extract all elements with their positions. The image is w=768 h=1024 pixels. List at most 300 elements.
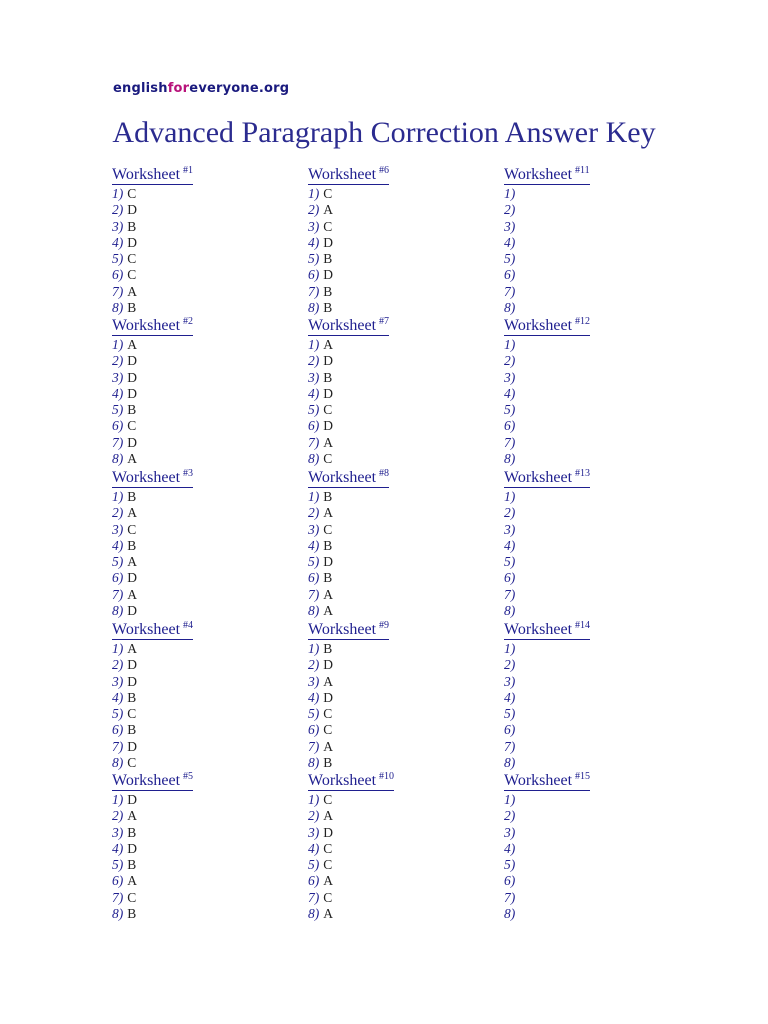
- worksheet-number: #8: [379, 468, 390, 479]
- answer-list: [112, 792, 282, 922]
- question-number: 6): [112, 418, 124, 434]
- worksheet-label: Worksheet: [504, 621, 573, 638]
- question-number: 5): [112, 857, 124, 873]
- question-number: 3): [308, 521, 320, 537]
- question-number: 2): [504, 657, 516, 673]
- answer-letter: A: [127, 808, 137, 824]
- question-number: 7): [112, 889, 124, 905]
- answer-row: [504, 370, 674, 386]
- worksheet-label: Worksheet: [308, 469, 377, 486]
- worksheet-block: [308, 772, 478, 922]
- answer-letter: D: [127, 369, 137, 385]
- question-number: 4): [112, 689, 124, 705]
- answer-letter: B: [323, 369, 333, 385]
- answer-letter: A: [127, 873, 137, 889]
- answer-row: [308, 857, 478, 873]
- worksheet-label: Worksheet: [112, 621, 181, 638]
- answer-row: [112, 603, 282, 619]
- answer-letter: B: [127, 906, 137, 922]
- worksheet-heading: [504, 166, 590, 185]
- answer-row: [112, 370, 282, 386]
- worksheet-block: [308, 621, 478, 771]
- answer-row: [112, 386, 282, 402]
- answer-row: [308, 219, 478, 235]
- question-number: 3): [308, 218, 320, 234]
- answer-row: [112, 587, 282, 603]
- answer-row: [112, 722, 282, 738]
- answer-row: [504, 755, 674, 771]
- answer-letter: D: [323, 657, 333, 673]
- answer-letter: B: [323, 489, 333, 504]
- answer-row: [112, 353, 282, 369]
- question-number: 1): [308, 489, 320, 504]
- worksheet-block: [308, 469, 478, 619]
- answer-list: [504, 489, 674, 619]
- answer-row: [112, 808, 282, 824]
- answer-row: [308, 841, 478, 857]
- answer-row: [504, 251, 674, 267]
- answer-row: [308, 674, 478, 690]
- answer-row: [308, 235, 478, 251]
- question-number: 2): [308, 657, 320, 673]
- worksheet-block: [504, 317, 674, 467]
- answer-row: [504, 587, 674, 603]
- answer-row: [112, 706, 282, 722]
- question-number: 1): [308, 792, 320, 807]
- answer-row: [112, 402, 282, 418]
- answer-letter: B: [323, 570, 333, 586]
- worksheet-label: Worksheet: [308, 621, 377, 638]
- question-number: 2): [112, 808, 124, 824]
- question-number: 5): [504, 402, 516, 418]
- question-number: 1): [308, 337, 320, 352]
- question-number: 2): [308, 202, 320, 218]
- worksheet-label: Worksheet: [112, 469, 181, 486]
- answer-row: [308, 739, 478, 755]
- answer-letter: A: [127, 337, 137, 352]
- worksheet-number: #10: [379, 771, 395, 782]
- answer-row: [308, 873, 478, 889]
- worksheet-number: #12: [575, 316, 591, 327]
- answer-letter: C: [127, 755, 137, 771]
- answer-row: [308, 267, 478, 283]
- worksheet-label: Worksheet: [504, 166, 573, 183]
- answer-row: [112, 489, 282, 505]
- question-number: 5): [504, 857, 516, 873]
- question-number: 2): [504, 202, 516, 218]
- question-number: 8): [504, 906, 516, 922]
- answer-letter: A: [323, 603, 333, 619]
- question-number: 5): [112, 251, 124, 267]
- question-number: 7): [308, 434, 320, 450]
- answer-row: [308, 402, 478, 418]
- question-number: 4): [504, 689, 516, 705]
- answer-row: [112, 267, 282, 283]
- answer-row: [504, 808, 674, 824]
- answer-row: [504, 641, 674, 657]
- question-number: 7): [504, 889, 516, 905]
- answer-letter: A: [127, 641, 137, 656]
- answer-letter: A: [127, 283, 137, 299]
- question-number: 6): [504, 267, 516, 283]
- answer-letter: B: [127, 218, 137, 234]
- answer-letter: D: [127, 234, 137, 250]
- answer-letter: A: [323, 505, 333, 521]
- question-number: 6): [308, 267, 320, 283]
- site-logo-part-everyone: everyone.org: [189, 81, 290, 96]
- answer-letter: D: [323, 824, 333, 840]
- question-number: 1): [504, 186, 516, 201]
- answer-letter: D: [323, 353, 333, 369]
- answer-list: [112, 489, 282, 619]
- question-number: 7): [308, 889, 320, 905]
- question-number: 8): [308, 906, 320, 922]
- answer-row: [504, 722, 674, 738]
- answer-row: [308, 755, 478, 771]
- answer-row: [504, 857, 674, 873]
- worksheet-block: [504, 772, 674, 922]
- answer-letter: A: [127, 586, 137, 602]
- question-number: 8): [308, 603, 320, 619]
- answer-row: [112, 337, 282, 353]
- answer-row: [112, 755, 282, 771]
- answer-letter: C: [323, 186, 333, 201]
- answer-letter: C: [127, 889, 137, 905]
- answer-letter: B: [127, 857, 137, 873]
- question-number: 3): [112, 521, 124, 537]
- question-number: 7): [112, 586, 124, 602]
- answer-letter: B: [127, 489, 137, 504]
- answer-row: [504, 219, 674, 235]
- answer-letter: C: [127, 418, 137, 434]
- answer-row: [308, 251, 478, 267]
- question-number: 8): [504, 300, 516, 316]
- answer-row: [308, 706, 478, 722]
- answer-row: [308, 451, 478, 467]
- question-number: 1): [112, 792, 124, 807]
- answer-row: [308, 792, 478, 808]
- question-number: 4): [112, 234, 124, 250]
- answer-row: [112, 251, 282, 267]
- worksheet-block: [112, 166, 282, 316]
- question-number: 6): [112, 570, 124, 586]
- question-number: 8): [112, 603, 124, 619]
- answer-row: [504, 186, 674, 202]
- page-title: Advanced Paragraph Correction Answer Key: [112, 116, 656, 149]
- answer-row: [504, 235, 674, 251]
- question-number: 3): [504, 824, 516, 840]
- answer-row: [112, 522, 282, 538]
- question-number: 7): [308, 738, 320, 754]
- worksheet-label: Worksheet: [504, 469, 573, 486]
- site-logo-part-english: english: [113, 81, 168, 96]
- worksheet-block: [112, 772, 282, 922]
- answer-row: [112, 570, 282, 586]
- question-number: 4): [308, 385, 320, 401]
- answer-letter: A: [323, 808, 333, 824]
- question-number: 8): [112, 906, 124, 922]
- answer-list: [308, 641, 478, 771]
- answer-letter: D: [127, 840, 137, 856]
- answer-letter: C: [323, 889, 333, 905]
- answer-row: [308, 825, 478, 841]
- answer-row: [308, 337, 478, 353]
- question-number: 3): [112, 824, 124, 840]
- question-number: 5): [308, 857, 320, 873]
- worksheet-heading: [112, 469, 193, 488]
- worksheet-number: #1: [183, 165, 194, 176]
- question-number: 4): [308, 840, 320, 856]
- answer-letter: A: [323, 586, 333, 602]
- worksheet-heading: [504, 772, 590, 791]
- answer-row: [504, 674, 674, 690]
- answer-row: [112, 657, 282, 673]
- question-number: 1): [308, 641, 320, 656]
- worksheet-number: #14: [575, 620, 591, 631]
- worksheet-number: #6: [379, 165, 390, 176]
- answer-row: [504, 451, 674, 467]
- answer-letter: D: [127, 202, 137, 218]
- question-number: 2): [504, 353, 516, 369]
- answer-letter: B: [323, 300, 333, 316]
- answer-row: [112, 435, 282, 451]
- worksheet-heading: [308, 317, 389, 336]
- answer-row: [308, 505, 478, 521]
- answer-letter: B: [127, 537, 137, 553]
- answer-letter: D: [323, 418, 333, 434]
- answer-row: [504, 657, 674, 673]
- question-number: 4): [112, 840, 124, 856]
- worksheet-number: #9: [379, 620, 390, 631]
- answer-letter: A: [323, 738, 333, 754]
- answer-row: [112, 857, 282, 873]
- question-number: 3): [112, 369, 124, 385]
- question-number: 8): [504, 755, 516, 771]
- answer-row: [504, 841, 674, 857]
- worksheet-heading: [112, 317, 193, 336]
- question-number: 1): [504, 641, 516, 656]
- question-number: 7): [112, 283, 124, 299]
- answer-row: [504, 267, 674, 283]
- question-number: 3): [308, 824, 320, 840]
- question-number: 3): [112, 218, 124, 234]
- answer-letter: C: [127, 186, 137, 201]
- worksheet-label: Worksheet: [504, 317, 573, 334]
- answer-letter: D: [127, 353, 137, 369]
- question-number: 7): [504, 434, 516, 450]
- answer-list: [504, 186, 674, 316]
- question-number: 7): [308, 283, 320, 299]
- answer-row: [112, 451, 282, 467]
- question-number: 6): [308, 570, 320, 586]
- worksheet-label: Worksheet: [308, 166, 377, 183]
- worksheet-number: #7: [379, 316, 390, 327]
- question-number: 4): [308, 689, 320, 705]
- answer-letter: C: [127, 521, 137, 537]
- question-number: 6): [112, 722, 124, 738]
- answer-list: [504, 792, 674, 922]
- question-number: 7): [504, 283, 516, 299]
- answer-letter: C: [127, 251, 137, 267]
- worksheet-heading: [112, 772, 193, 791]
- question-number: 6): [112, 267, 124, 283]
- answer-letter: B: [127, 722, 137, 738]
- answer-row: [308, 489, 478, 505]
- worksheet-block: [504, 166, 674, 316]
- question-number: 3): [504, 521, 516, 537]
- answer-letter: A: [127, 451, 137, 467]
- question-number: 7): [504, 738, 516, 754]
- answer-letter: B: [323, 283, 333, 299]
- question-number: 5): [308, 554, 320, 570]
- answer-letter: A: [323, 202, 333, 218]
- question-number: 4): [112, 385, 124, 401]
- answer-row: [308, 690, 478, 706]
- answer-letter: A: [323, 673, 333, 689]
- answer-row: [504, 435, 674, 451]
- answer-letter: A: [323, 337, 333, 352]
- answer-letter: B: [323, 755, 333, 771]
- worksheet-number: #3: [183, 468, 194, 479]
- answer-row: [504, 570, 674, 586]
- question-number: 3): [308, 369, 320, 385]
- worksheet-label: Worksheet: [504, 772, 573, 789]
- question-number: 2): [112, 353, 124, 369]
- worksheet-heading: [504, 469, 590, 488]
- question-number: 3): [504, 218, 516, 234]
- answer-row: [504, 202, 674, 218]
- worksheet-block: [308, 166, 478, 316]
- answer-row: [504, 402, 674, 418]
- worksheet-block: [112, 621, 282, 771]
- answer-row: [504, 739, 674, 755]
- answer-letter: C: [323, 722, 333, 738]
- answer-row: [504, 825, 674, 841]
- answer-row: [112, 739, 282, 755]
- answer-row: [112, 505, 282, 521]
- answer-row: [504, 353, 674, 369]
- question-number: 5): [112, 554, 124, 570]
- answer-letter: D: [127, 673, 137, 689]
- answer-letter: C: [323, 706, 333, 722]
- worksheet-heading: [112, 166, 193, 185]
- answer-letter: A: [127, 554, 137, 570]
- answer-row: [308, 570, 478, 586]
- question-number: 5): [308, 251, 320, 267]
- answer-letter: C: [323, 402, 333, 418]
- answer-row: [112, 186, 282, 202]
- answer-row: [504, 386, 674, 402]
- worksheet-heading: [308, 772, 394, 791]
- answer-row: [112, 202, 282, 218]
- answer-row: [112, 300, 282, 316]
- question-number: 4): [112, 537, 124, 553]
- site-logo-part-for: for: [167, 81, 190, 96]
- answer-row: [504, 603, 674, 619]
- question-number: 8): [504, 603, 516, 619]
- worksheet-block: [504, 621, 674, 771]
- answer-row: [504, 873, 674, 889]
- worksheet-number: #5: [183, 771, 194, 782]
- answer-row: [112, 538, 282, 554]
- worksheet-label: Worksheet: [112, 166, 181, 183]
- question-number: 1): [112, 337, 124, 352]
- worksheet-heading: [308, 469, 389, 488]
- question-number: 7): [504, 586, 516, 602]
- worksheet-number: #15: [575, 771, 591, 782]
- answer-list: [308, 337, 478, 467]
- answer-letter: D: [323, 267, 333, 283]
- answer-letter: B: [323, 537, 333, 553]
- answer-row: [112, 690, 282, 706]
- answer-row: [504, 337, 674, 353]
- answer-row: [112, 906, 282, 922]
- answer-list: [308, 489, 478, 619]
- question-number: 8): [308, 755, 320, 771]
- answer-row: [308, 386, 478, 402]
- answer-row: [112, 219, 282, 235]
- answer-row: [112, 674, 282, 690]
- answer-row: [504, 890, 674, 906]
- worksheet-number: #13: [575, 468, 591, 479]
- answer-row: [112, 284, 282, 300]
- question-number: 8): [504, 451, 516, 467]
- answer-row: [308, 284, 478, 300]
- answer-letter: C: [127, 267, 137, 283]
- answer-letter: B: [127, 300, 137, 316]
- question-number: 2): [112, 657, 124, 673]
- answer-row: [308, 186, 478, 202]
- question-number: 2): [504, 808, 516, 824]
- question-number: 2): [504, 505, 516, 521]
- answer-row: [112, 418, 282, 434]
- answer-row: [308, 353, 478, 369]
- site-logo: [113, 81, 289, 96]
- question-number: 1): [112, 489, 124, 504]
- question-number: 2): [308, 353, 320, 369]
- question-number: 5): [308, 402, 320, 418]
- answer-row: [112, 841, 282, 857]
- question-number: 8): [112, 451, 124, 467]
- answer-row: [112, 235, 282, 251]
- worksheet-heading: [504, 317, 590, 336]
- answer-letter: B: [323, 251, 333, 267]
- worksheet-block: [504, 469, 674, 619]
- question-number: 2): [308, 808, 320, 824]
- question-number: 5): [308, 706, 320, 722]
- question-number: 8): [112, 300, 124, 316]
- answer-letter: D: [127, 738, 137, 754]
- answer-letter: B: [127, 689, 137, 705]
- worksheet-label: Worksheet: [308, 317, 377, 334]
- answer-row: [504, 522, 674, 538]
- question-number: 7): [308, 586, 320, 602]
- question-number: 6): [504, 873, 516, 889]
- answer-list: [112, 186, 282, 316]
- question-number: 6): [504, 722, 516, 738]
- answer-letter: D: [127, 603, 137, 619]
- question-number: 8): [308, 451, 320, 467]
- question-number: 4): [308, 234, 320, 250]
- question-number: 1): [112, 641, 124, 656]
- answer-list: [308, 186, 478, 316]
- answer-list: [112, 641, 282, 771]
- answer-letter: A: [323, 434, 333, 450]
- answer-list: [504, 337, 674, 467]
- answer-row: [112, 554, 282, 570]
- answer-row: [308, 587, 478, 603]
- question-number: 3): [504, 673, 516, 689]
